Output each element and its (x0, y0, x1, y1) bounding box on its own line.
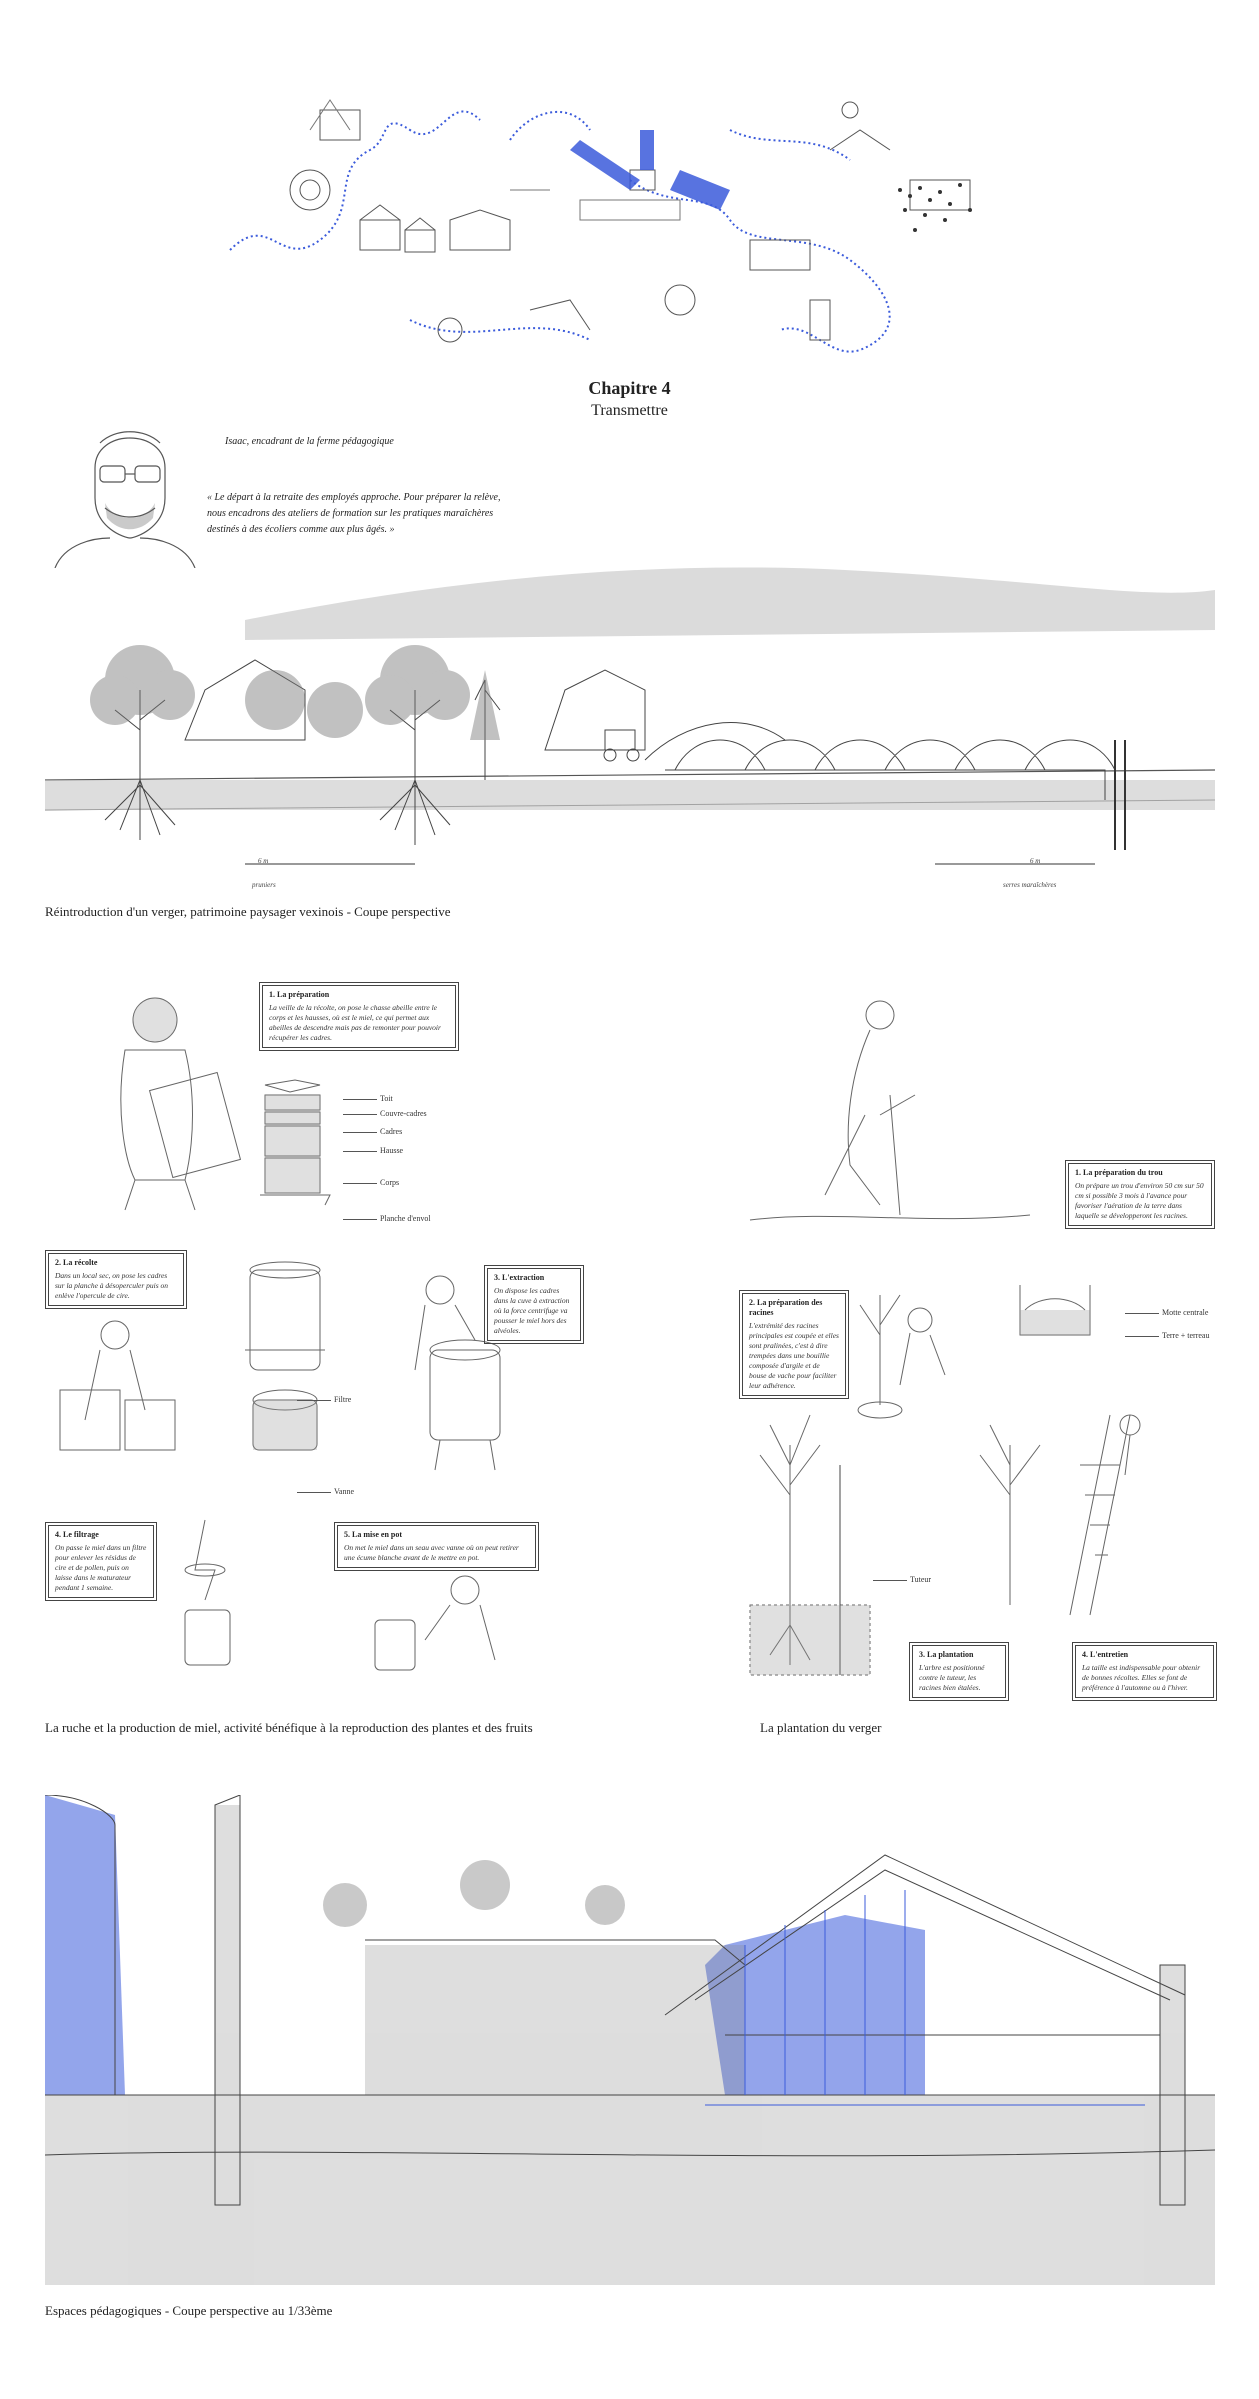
hive-label-planche: Planche d'envol (380, 1214, 431, 1223)
hive-label-filtre: Filtre (334, 1395, 352, 1404)
hive-step-1-box (262, 985, 456, 1048)
orchard-step-3-box (912, 1645, 1006, 1698)
orchard-label-tuteur: Tuteur (910, 1575, 932, 1584)
orchard-step-4-title: 4. L'entretien (1082, 1650, 1129, 1659)
hive-label-toit: Toit (380, 1094, 393, 1103)
hive-step-4-text: On passe le miel dans un filtre pour enlever les résidus de cire et de pollen, puis on laisse dans le maturateur pendant 1 semaine. (55, 1543, 147, 1592)
quote-author: Isaac, encadrant de la ferme pédagogique (225, 436, 394, 447)
hive-step-2-box (48, 1253, 184, 1306)
chapter-title: Chapitre 4 (588, 378, 671, 398)
hive-step-2-title: 2. La récolte (55, 1258, 98, 1267)
hive-step-4-title: 4. Le filtrage (55, 1530, 99, 1539)
scale-caption-right: serres maraîchères (1003, 881, 1057, 889)
orchard-step-2-box (742, 1293, 846, 1396)
hive-step-1-text: La veille de la récolte, on pose le chasse abeille entre le corps et les hausses, où est le miel, ce qui permet aux abeilles de descendre mais pas de remonter pour pouvoir récupérer les cadres. (269, 1003, 441, 1042)
hive-label-hausse: Hausse (380, 1146, 404, 1155)
orchard-label-terre: Terre + terreau (1162, 1331, 1210, 1340)
hive-label-cadres: Cadres (380, 1127, 403, 1136)
pedagogical-section-drawing (45, 1795, 1215, 2285)
orchard-step-2-text: L'extrémité des racines principales est coupée et elles sont pralinées, c'est à dire trempées dans une bouillie composée d'argile et de bouse de vache pour faciliter leur adhérence. (749, 1321, 839, 1390)
orchard-step-2-title: 2. La préparation des racines (749, 1298, 823, 1317)
hive-step-5-box (337, 1525, 536, 1568)
section1-caption: Réintroduction d'un verger, patrimoine paysager vexinois - Coupe perspective (45, 904, 451, 919)
orchard-step-1-title: 1. La préparation du trou (1075, 1168, 1163, 1177)
hive-step-5-title: 5. La mise en pot (344, 1530, 402, 1539)
hive-label-vanne: Vanne (334, 1487, 354, 1496)
orchard-section-drawing (45, 540, 1215, 880)
orchard-label-motte: Motte centrale (1162, 1308, 1209, 1317)
hive-caption: La ruche et la production de miel, activité bénéfique à la reproduction des plantes et des fruits (45, 1720, 533, 1735)
hive-step-3-box (487, 1268, 581, 1341)
scale-label-right: 6 m (1030, 857, 1041, 865)
site-map-illustration (210, 70, 1060, 370)
hive-label-couvre-cadres: Couvre-cadres (380, 1109, 427, 1118)
hive-step-4-box (48, 1525, 154, 1598)
orchard-step-3-text: L'arbre est positionné contre le tuteur, les racines bien étalées. (919, 1663, 985, 1692)
hive-step-3-title: 3. L'extraction (494, 1273, 545, 1282)
orchard-caption: La plantation du verger (760, 1720, 882, 1735)
hive-label-corps: Corps (380, 1178, 400, 1187)
scale-label-left: 6 m (258, 857, 269, 865)
orchard-step-1-text: On prépare un trou d'environ 50 cm sur 50 cm si possible 3 mois à l'avance pour favoriser l'aération de la terre dans laquelle se développeront les racines. (1075, 1181, 1204, 1220)
section3-caption: Espaces pédagogiques - Coupe perspective au 1/33ème (45, 2303, 333, 2318)
hive-step-1-title: 1. La préparation (269, 990, 330, 999)
chapter-subtitle: Transmettre (591, 402, 668, 419)
hive-step-5-text: On met le miel dans un seau avec vanne où on peut retirer une écume blanche avant de le mettre en pot. (344, 1543, 519, 1562)
hive-step-2-text: Dans un local sec, on pose les cadres sur la planche à désoperculer puis on enlève l'opercule de cire. (55, 1271, 169, 1300)
orchard-step-1-box (1068, 1163, 1212, 1226)
quote-text: « Le départ à la retraite des employés approche. Pour préparer la relève, nous encadrons des ateliers de formation sur les pratiques maraîchères destinés à des écoliers comme aux plus âgés. » (207, 492, 501, 535)
orchard-step-4-text: La taille est indispensable pour obtenir de bonnes récoltes. Elles se font de préférence à l'automne ou à l'hiver. (1082, 1663, 1201, 1692)
hive-step-3-text: On dispose les cadres dans la cuve à extraction où la force centrifuge va pousser le miel hors des alvéoles. (494, 1286, 570, 1335)
orchard-step-3-title: 3. La plantation (919, 1650, 974, 1659)
scale-caption-left: pruniers (252, 881, 276, 889)
orchard-step-4-box (1075, 1645, 1214, 1698)
